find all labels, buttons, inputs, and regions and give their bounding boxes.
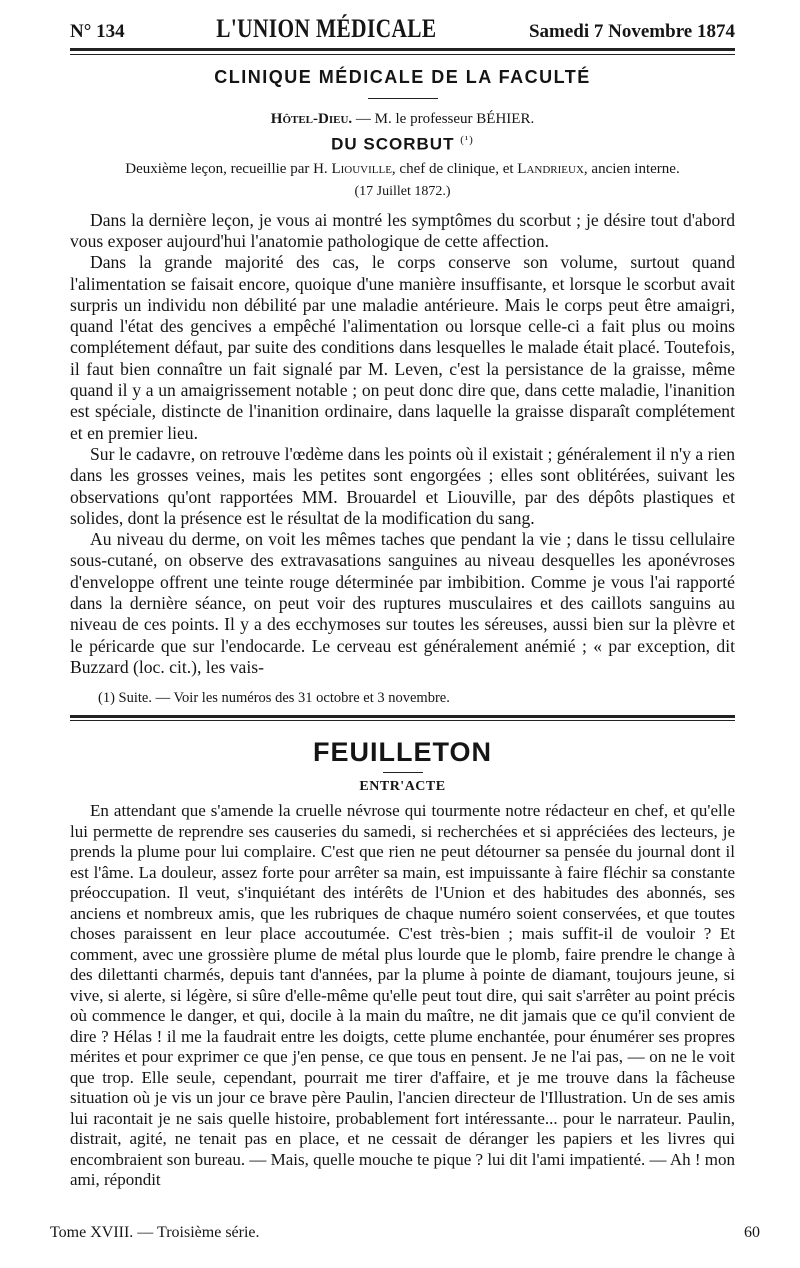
journal-title: L'UNION MÉDICALE [216, 14, 437, 43]
byline-name: Landrieux [517, 160, 584, 177]
page-footer [50, 1224, 760, 1242]
issue-date: Samedi 7 Novembre 1874 [528, 21, 735, 42]
article-paragraph: Sur le cadavre, on retrouve l'œdème dans les points où il existait ; généralement il n'y a rien dans les grosses veines, mais les petites sont engorgées ; elles sont oblitérées, suivant les observations qu'ont rapportées MM. Brouardel et Liouville, par des dépôts plastiques et solides, dont la présence est le résultat de la modification du sang. [70, 443, 735, 528]
page-number: 60 [744, 1224, 760, 1241]
newspaper-page [70, 10, 735, 1260]
lesson-subject [70, 134, 735, 155]
subject-title: DU SCORBUT [331, 134, 455, 154]
lecture-date: (17 Juillet 1872.) [354, 183, 451, 199]
byline [70, 161, 735, 178]
section-divider [368, 98, 438, 99]
feuilleton-subtitle: ENTR'ACTE [359, 779, 446, 795]
article-paragraph: Au niveau du derme, on voit les mêmes taches que pendant la vie ; dans le tissu cellulaire sous-cutané, on observe des extravasations sanguines au niveau desquelles les aponévroses d'enveloppe offrent une teinte rouge déterminée par imbibition. Comme je vous l'ai rapporté dans la dernière séance, on peut voir des ruptures musculaires et des caillots sanguins au niveau de ces points. Il y a des ecchymoses sur toutes les séreuses, aussi bien sur la plèvre et le péricarde que sur l'endocarde. Le cerveau est généralement anémié ; « par exception, dit Buzzard (loc. cit.), les vais- [70, 529, 735, 677]
subject-note-mark: (¹) [460, 134, 474, 146]
article-body [70, 210, 735, 679]
article-paragraph: Dans la dernière leçon, je vous ai montré les symptômes du scorbut ; je désire tout d'abord vous exposer aujourd'hui l'anatomie pathologique de cette affection. [70, 209, 735, 251]
byline-part: , ancien interne. [583, 160, 680, 177]
article-paragraph: Dans la grande majorité des cas, le corps conserve son volume, surtout quand l'alimentation se faisait encore, quoique d'une manière insuffisante, et lorsque le scorbut avait surpris un individu non débilité par une maladie antérieure. Mais le corps peut être amaigri, quand l'état des gencives a empêché l'alimentation ou lorsque celle-ci a fait plus ou moins complétement défaut, par suite des conditions dans lesquelles le malade était placé. Toutefois, il faut bien connaître un fait signalé par M. Leven, c'est la persistance de la graisse, même quand il y a un amaigrissement notable ; on peut donc dire que, dans cette maladie, l'inanition est spéciale, distincte de l'inanition ordinaire, dans laquelle la graisse disparaît complétement et en premier lieu. [70, 252, 735, 443]
byline-part: , chef de clinique, et [391, 160, 518, 177]
feuilleton-title: FEUILLETON [312, 737, 492, 768]
feuilleton-body [70, 801, 735, 1191]
byline-part: Deuxième leçon, recueillie par H. [125, 160, 332, 177]
hospital-label: Hôtel-Dieu. [270, 111, 353, 127]
feuilleton-rule [70, 715, 735, 721]
masthead [70, 14, 735, 44]
feuilleton-divider [383, 772, 423, 773]
issue-number: N° 134 [70, 21, 125, 42]
section-title: CLINIQUE MÉDICALE DE LA FACULTÉ [214, 67, 591, 87]
volume-info: Tome XVIII. — Troisième série. [50, 1224, 260, 1241]
masthead-rule [70, 48, 735, 55]
hospital-line [70, 111, 735, 128]
professor-name: — M. le professeur BÉHIER. [352, 111, 535, 127]
footnote: (1) Suite. — Voir les numéros des 31 octobre et 3 novembre. [98, 690, 450, 707]
feuilleton-paragraph: En attendant que s'amende la cruelle névrose qui tourmente notre rédacteur en chef, et qu'elle lui permette de reprendre ses causeries du samedi, si recherchées et si appréciées des lecteurs, je prends la plume pour lui complaire. C'est que rien ne peut détourner sa pensée du journal dont il est l'âme. La douleur, assez forte pour arrêter sa main, est impuissante à faire fléchir sa constante préoccupation. Il veut, s'inquiétant des intérêts de l'Union et des habitudes des abonnés, ses anciens et nombreux amis, que les rubriques de chaque numéro soient conservées, et que toutes choses paraissent en leur place accoutumée. C'est très-bien ; mais suffit-il de vouloir ? Et comment, avec une grossière plume de métal plus lourde que le plomb, faire prendre le change à des dilettanti charmés, depuis tant d'années, par la plume à pointe de diamant, toujours jeune, si vive, si alerte, si légère, si sûre d'elle-même qu'elle peut tout dire, qui sait s'arrêter au point précis où commence le danger, et qui, docile à la main du maître, ne dit jamais que ce qu'il convient de dire ? Hélas ! il me la faudrait entre les doigts, cette plume enchantée, pour énumérer ses propres mérites et pour exprimer ce que j'en pense, ce que tous en pensent. Je ne l'ai pas, — on ne le voit que trop. Elle seule, cependant, pourrait me tirer d'affaire, et je me trouve dans la fâcheuse situation où je vis un jour ce brave père Paulin, l'ancien directeur de l'Illustration. Un de ses amis lui racontait je ne sais quelle histoire, probablement fort intéressante... pour le narrateur. Paulin, distrait, agité, ne tenait pas en place, et ne cessait de déranger les papiers et les livres qui encombraient son bureau. — Mais, quelle mouche te pique ? lui dit l'ami impatienté. — Ah ! mon ami, répondit [70, 801, 735, 1190]
byline-name: Liouville [331, 160, 392, 177]
